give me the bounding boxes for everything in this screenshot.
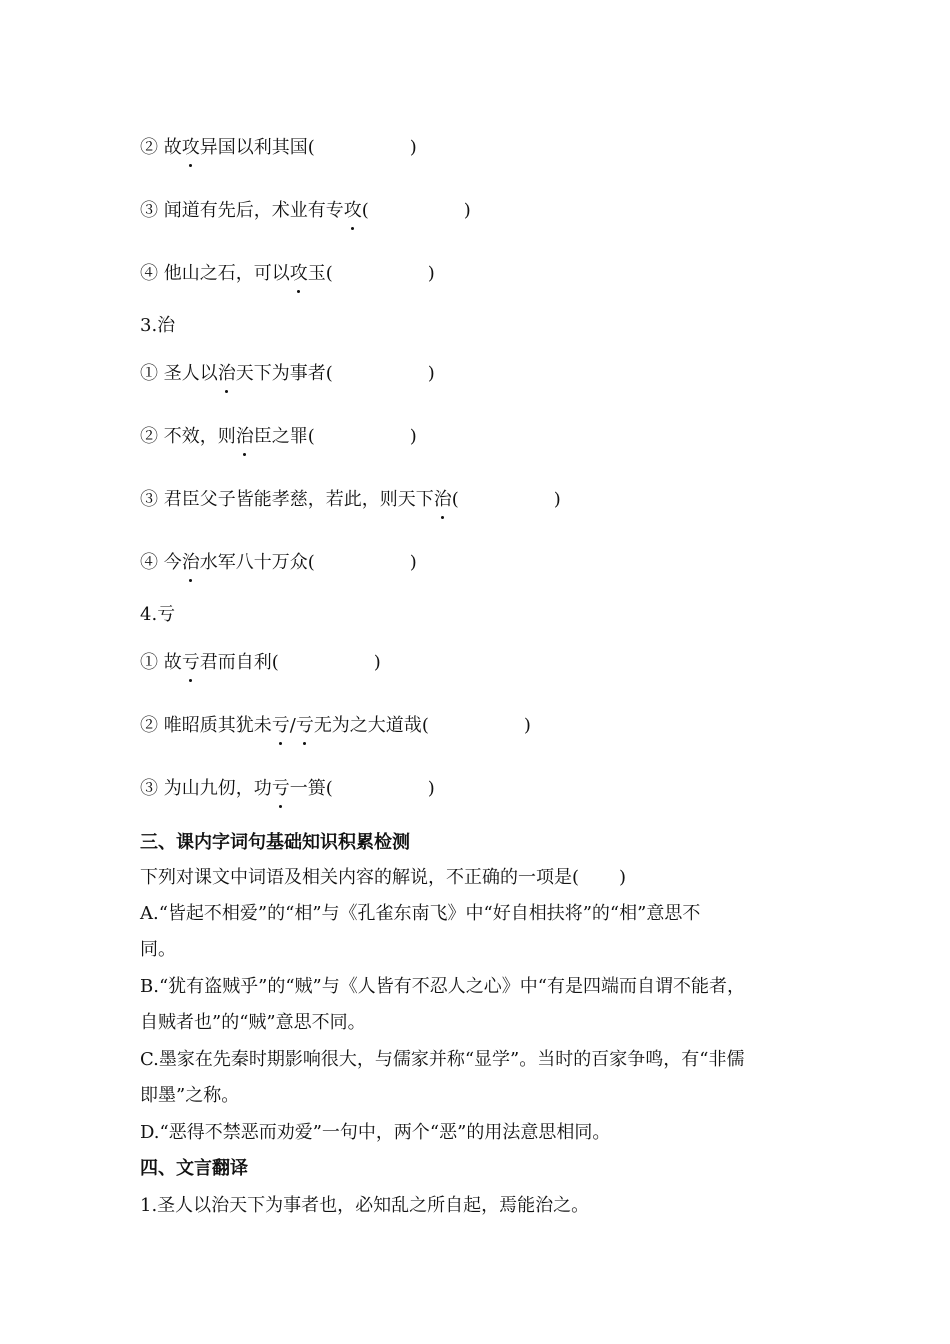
option-c-line-2: 即墨”之称。 bbox=[140, 1085, 240, 1106]
dotted-character: 亏 bbox=[271, 715, 290, 736]
item-number: ② bbox=[140, 137, 158, 158]
item-text-after: 水军八十万众 bbox=[199, 552, 308, 573]
question-text: 下列对课文中词语及相关内容的解说，不正确的一项是( bbox=[140, 867, 580, 888]
item-number: ③ bbox=[140, 200, 158, 221]
answer-open-paren: ( bbox=[451, 489, 459, 510]
item-number: ① bbox=[140, 652, 158, 673]
item-text-before: 为山九仞，功 bbox=[163, 778, 272, 799]
slash: / bbox=[289, 715, 296, 736]
answer-open-paren: ( bbox=[307, 137, 315, 158]
item-text-before: 圣人以 bbox=[163, 363, 218, 384]
dotted-character: 攻 bbox=[181, 137, 200, 158]
item-text-after: 无为之大道哉 bbox=[313, 715, 422, 736]
dotted-character: 亏 bbox=[181, 652, 200, 673]
answer-close-paren: ) bbox=[373, 652, 381, 673]
option-c-line-1: C.墨家在先秦时期影响很大，与儒家并称“显学”。当时的百家争鸣，有“非儒 bbox=[140, 1049, 745, 1070]
answer-close-paren: ) bbox=[523, 715, 531, 736]
dotted-character: 亏 bbox=[295, 715, 314, 736]
answer-close-paren: ) bbox=[553, 489, 561, 510]
answer-open-paren: ( bbox=[421, 715, 429, 736]
dotted-character: 攻 bbox=[289, 263, 308, 284]
item-3-2 bbox=[140, 425, 417, 449]
answer-open-paren: ( bbox=[361, 200, 369, 221]
option-d: D.“恶得不禁恶而劝爱”一句中，两个“恶”的用法意思相同。 bbox=[140, 1122, 611, 1143]
section-3-heading: 三、课内字词句基础知识积累检测 bbox=[140, 832, 410, 853]
answer-close-paren: ) bbox=[619, 867, 627, 888]
item-number: ② bbox=[140, 715, 158, 736]
answer-close-paren: ) bbox=[427, 363, 435, 384]
item-number: ② bbox=[140, 426, 158, 447]
item-text-before: 他山之石，可以 bbox=[163, 263, 290, 284]
item-2-3 bbox=[140, 199, 471, 223]
item-text-before: 闻道有先后，术业有专 bbox=[163, 200, 344, 221]
item-text-before: 君臣父子皆能孝慈，若此，则天下 bbox=[163, 489, 434, 510]
item-3-3 bbox=[140, 488, 561, 512]
answer-close-paren: ) bbox=[409, 137, 417, 158]
item-text-after: 天下为事者 bbox=[235, 363, 326, 384]
group-3-heading: 3.治 bbox=[140, 315, 176, 336]
item-text-after: 君而自利 bbox=[199, 652, 272, 673]
item-4-1 bbox=[140, 651, 381, 675]
dotted-character: 治 bbox=[433, 489, 452, 510]
item-3-1 bbox=[140, 362, 435, 386]
option-b-line-2: 自贼者也”的“贼”意思不同。 bbox=[140, 1012, 366, 1033]
item-text-after: 一篑 bbox=[289, 778, 326, 799]
dotted-character: 亏 bbox=[271, 778, 290, 799]
item-text-after: 臣之罪 bbox=[253, 426, 308, 447]
translation-item-1: 1.圣人以治天下为事者也，必知乱之所自起，焉能治之。 bbox=[140, 1195, 590, 1216]
dotted-character: 治 bbox=[235, 426, 254, 447]
answer-open-paren: ( bbox=[271, 652, 279, 673]
section-4-heading: 四、文言翻译 bbox=[140, 1158, 248, 1179]
dotted-character: 攻 bbox=[343, 200, 362, 221]
option-a-line-1: A.“皆起不相爱”的“相”与《孔雀东南飞》中“好自相扶将”的“相”意思不 bbox=[140, 903, 701, 924]
item-number: ① bbox=[140, 363, 158, 384]
answer-open-paren: ( bbox=[325, 363, 333, 384]
answer-close-paren: ) bbox=[409, 552, 417, 573]
answer-close-paren: ) bbox=[463, 200, 471, 221]
item-2-4 bbox=[140, 262, 435, 286]
answer-open-paren: ( bbox=[307, 426, 315, 447]
item-text-before: 今 bbox=[163, 552, 182, 573]
item-number: ③ bbox=[140, 778, 158, 799]
item-number: ③ bbox=[140, 489, 158, 510]
answer-open-paren: ( bbox=[325, 263, 333, 284]
answer-close-paren: ) bbox=[409, 426, 417, 447]
item-3-4 bbox=[140, 551, 417, 575]
item-text-before: 故 bbox=[163, 137, 182, 158]
item-text-before: 故 bbox=[163, 652, 182, 673]
dotted-character: 治 bbox=[217, 363, 236, 384]
item-number: ④ bbox=[140, 263, 158, 284]
item-2-2 bbox=[140, 136, 417, 160]
group-4-heading: 4.亏 bbox=[140, 604, 176, 625]
question-stem bbox=[140, 866, 626, 890]
answer-close-paren: ) bbox=[427, 263, 435, 284]
option-a-line-2: 同。 bbox=[140, 939, 176, 960]
item-text-after: 异国以利其国 bbox=[199, 137, 308, 158]
item-4-2 bbox=[140, 714, 531, 738]
item-text-after: 玉 bbox=[307, 263, 326, 284]
option-b-line-1: B.“犹有盗贼乎”的“贼”与《人皆有不忍人之心》中“有是四端而自谓不能者， bbox=[140, 976, 745, 997]
answer-open-paren: ( bbox=[325, 778, 333, 799]
item-4-3 bbox=[140, 777, 435, 801]
item-text-before: 不效，则 bbox=[163, 426, 236, 447]
answer-close-paren: ) bbox=[427, 778, 435, 799]
item-text-before: 唯昭质其犹未 bbox=[163, 715, 272, 736]
item-number: ④ bbox=[140, 552, 158, 573]
dotted-character: 治 bbox=[181, 552, 200, 573]
answer-open-paren: ( bbox=[307, 552, 315, 573]
